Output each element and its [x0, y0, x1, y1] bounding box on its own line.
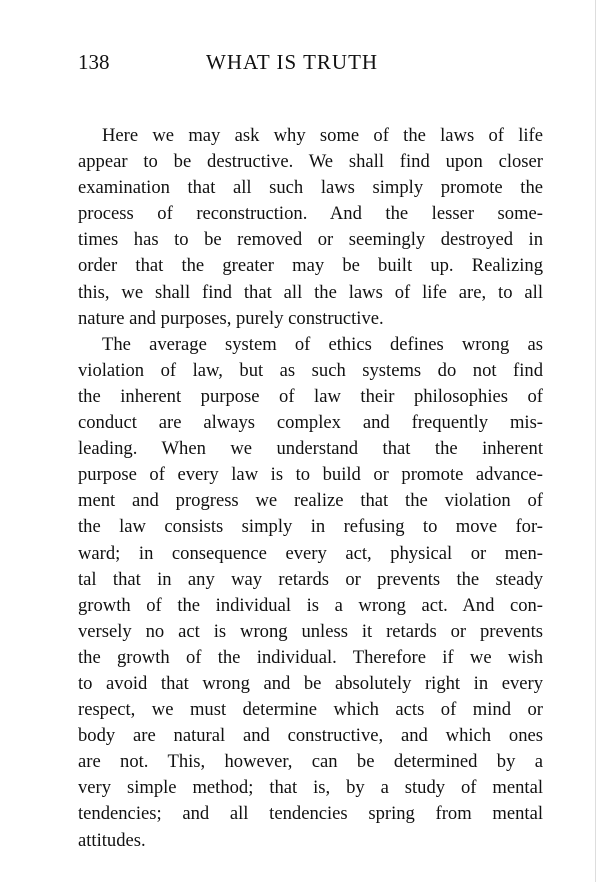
text-line: conduct are always complex and frequently mis-	[78, 412, 543, 434]
text-line: violation of law, but as such systems do not find	[78, 359, 543, 381]
text-line: nature and purposes, purely constructive.	[78, 307, 384, 329]
text-line: appear to be destructive. We shall find upon closer	[78, 151, 543, 173]
running-title: WHAT IS TRUTH	[206, 50, 379, 74]
paragraph	[78, 332, 543, 854]
text-line: are not. This, however, can be determined by a	[78, 751, 543, 773]
page-edge	[595, 0, 600, 882]
text-line: versely no act is wrong unless it retards or prevents	[78, 620, 543, 642]
text-line: Here we may ask why some of the laws of life	[102, 125, 543, 146]
text-line: the law consists simply in refusing to move for-	[78, 516, 543, 538]
text-line: times has to be removed or seemingly destroyed in	[78, 229, 543, 251]
text-line: the growth of the individual. Therefore if we wish	[78, 646, 543, 668]
paragraph	[78, 123, 543, 332]
text-line: the inherent purpose of law their philosophies of	[78, 385, 543, 407]
page-body	[78, 123, 543, 854]
text-line: to avoid that wrong and be absolutely right in every	[78, 672, 543, 694]
text-line: this, we shall find that all the laws of life are, to all	[78, 281, 543, 303]
text-line: growth of the individual is a wrong act. And con-	[78, 594, 543, 616]
page-header	[78, 50, 543, 78]
text-line: body are natural and constructive, and which ones	[78, 725, 543, 747]
text-line: ward; in consequence every act, physical or men-	[78, 542, 543, 564]
text-line: attitudes.	[78, 829, 146, 851]
text-line: order that the greater may be built up. Realizing	[78, 255, 543, 277]
text-line: purpose of every law is to build or promote advance-	[78, 464, 543, 486]
text-line: The average system of ethics defines wrong as	[102, 333, 543, 355]
text-line: leading. When we understand that the inherent	[78, 438, 543, 460]
text-line: tal that in any way retards or prevents the steady	[78, 568, 543, 590]
text-line: process of reconstruction. And the lesser some-	[78, 203, 543, 225]
text-line: tendencies; and all tendencies spring from mental	[78, 803, 543, 825]
text-line: examination that all such laws simply promote the	[78, 177, 543, 199]
text-line: ment and progress we realize that the violation of	[78, 490, 543, 512]
page-number: 138	[78, 50, 110, 74]
text-line: very simple method; that is, by a study of mental	[78, 777, 543, 799]
text-line: respect, we must determine which acts of mind or	[78, 699, 543, 721]
